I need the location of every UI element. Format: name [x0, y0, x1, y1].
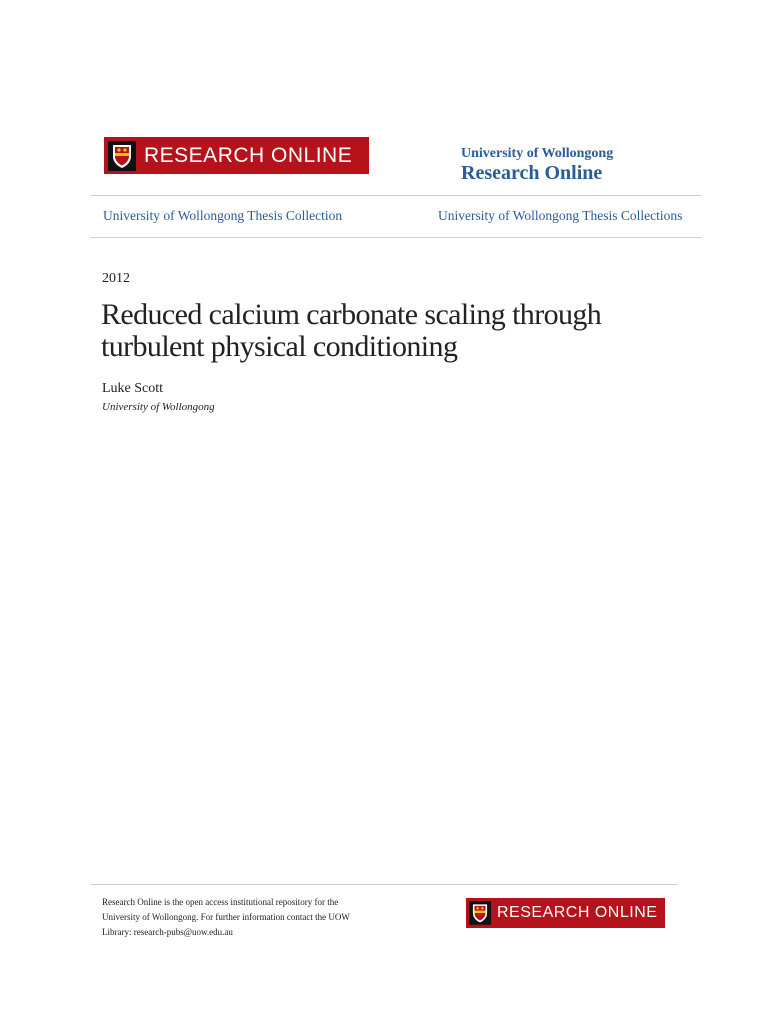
author-name: Luke Scott — [102, 381, 164, 396]
repository-name: Research Online — [461, 162, 603, 184]
thesis-collection-link[interactable]: University of Wollongong Thesis Collection — [103, 208, 343, 223]
document-title: Reduced calcium carbonate scaling through turbulent physical conditioning — [101, 298, 602, 363]
footer-logo-text: RESEARCH ONLINE — [497, 904, 658, 921]
crest-icon — [469, 901, 491, 925]
footer-text: Research Online is the open access institutional repository for the University of Wollongong. For further information contact the UOW Library: research-pubs@uow.edu.au — [102, 897, 350, 937]
uow-header — [461, 146, 613, 184]
research-online-logo[interactable] — [104, 137, 369, 174]
publication-year: 2012 — [102, 271, 130, 286]
institution-name: University of Wollongong — [461, 146, 614, 161]
logo-text: RESEARCH ONLINE — [144, 143, 353, 167]
author-affiliation: University of Wollongong — [102, 401, 215, 413]
divider — [91, 195, 701, 196]
divider — [91, 237, 701, 238]
crest-icon — [108, 141, 136, 171]
thesis-collections-link[interactable]: University of Wollongong Thesis Collections — [438, 208, 683, 223]
footer-research-online-logo[interactable] — [466, 898, 665, 928]
footer-divider — [91, 884, 678, 885]
